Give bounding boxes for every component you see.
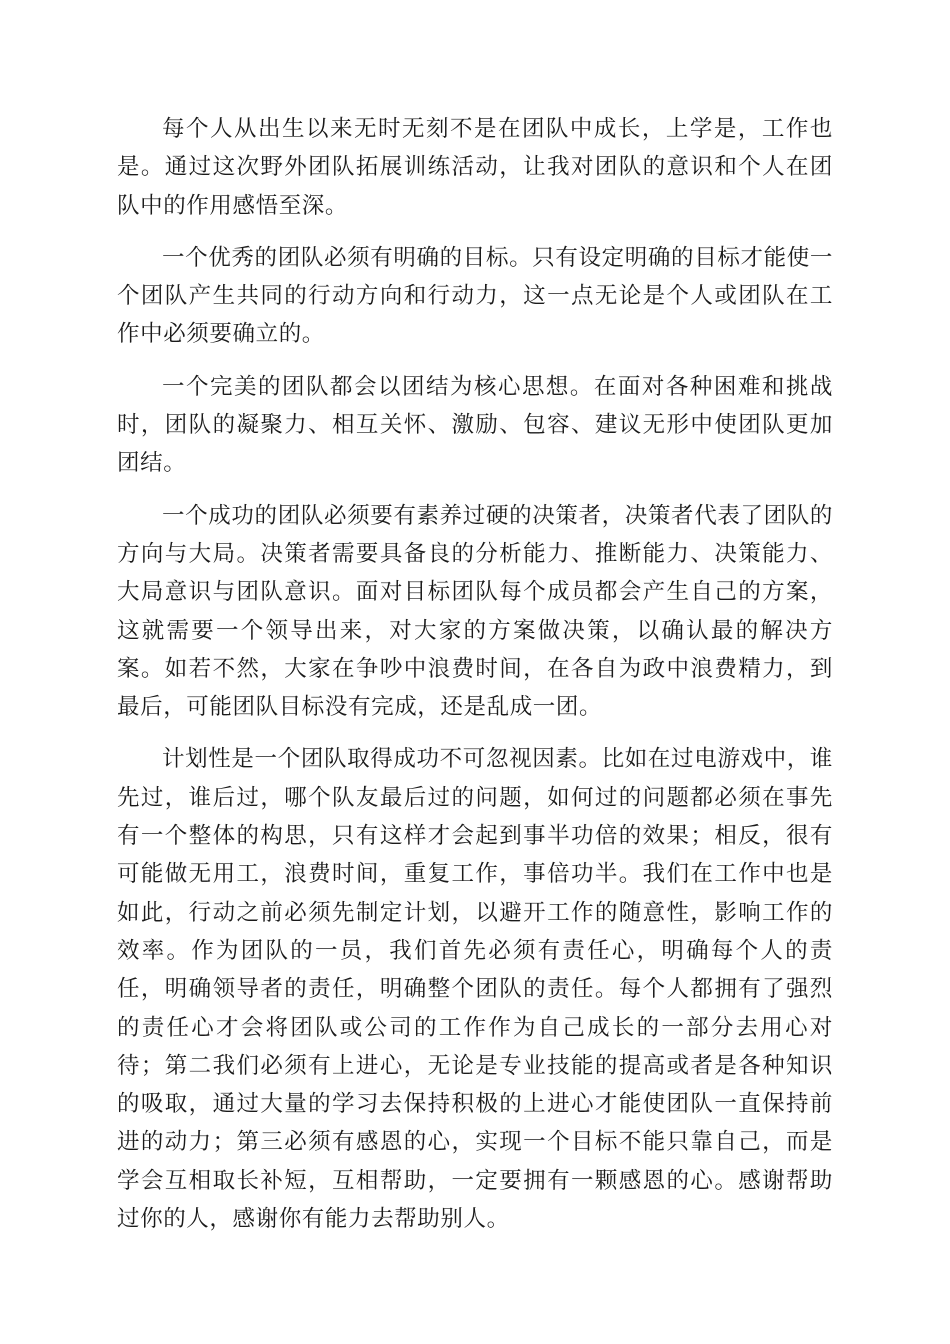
document-body (117, 110, 833, 1252)
paragraph-2: 一个优秀的团队必须有明确的目标。只有设定明确的目标才能使一个团队产生共同的行动方向和行动力，这一点无论是个人或团队在工作中必须要确立的。 (117, 244, 833, 348)
paragraph-5: 计划性是一个团队取得成功不可忽视因素。比如在过电游戏中，谁先过，谁后过，哪个队友最后过的问题，如何过的问题都必须在事先有一个整体的构思，只有这样才会起到事半功倍的效果；相反，很有可能做无用工，浪费时间，重复工作，事倍功半。我们在工作中也是如此，行动之前必须先制定计划，以避开工作的随意性，影响工作的效率。作为团队的一员，我们首先必须有责任心，明确每个人的责任，明确领导者的责任，明确整个团队的责任。每个人都拥有了强烈的责任心才会将团队或公司的工作作为自己成长的一部分去用心对待；第二我们必须有上进心，无论是专业技能的提高或者是各种知识的吸取，通过大量的学习去保持积极的上进心才能使团队一直保持前进的动力；第三必须有感恩的心，实现一个目标不能只靠自己，而是学会互相取长补短，互相帮助，一定要拥有一颗感恩的心。感谢帮助过你的人，感谢你有能力去帮助别人。 (117, 746, 833, 1233)
paragraph-4: 一个成功的团队必须要有素养过硬的决策者，决策者代表了团队的方向与大局。决策者需要具备良的分析能力、推断能力、决策能力、大局意识与团队意识。面对目标团队每个成员都会产生自己的方案，这就需要一个领导出来，对大家的方案做决策，以确认最的解决方案。如若不然，大家在争吵中浪费时间，在各自为政中浪费精力，到最后，可能团队目标没有完成，还是乱成一团。 (117, 502, 833, 721)
paragraph-3: 一个完美的团队都会以团结为核心思想。在面对各种困难和挑战时，团队的凝聚力、相互关怀、激励、包容、建议无形中使团队更加团结。 (117, 373, 833, 477)
paragraph-1: 每个人从出生以来无时无刻不是在团队中成长，上学是，工作也是。通过这次野外团队拓展训练活动，让我对团队的意识和个人在团队中的作用感悟至深。 (117, 116, 833, 219)
